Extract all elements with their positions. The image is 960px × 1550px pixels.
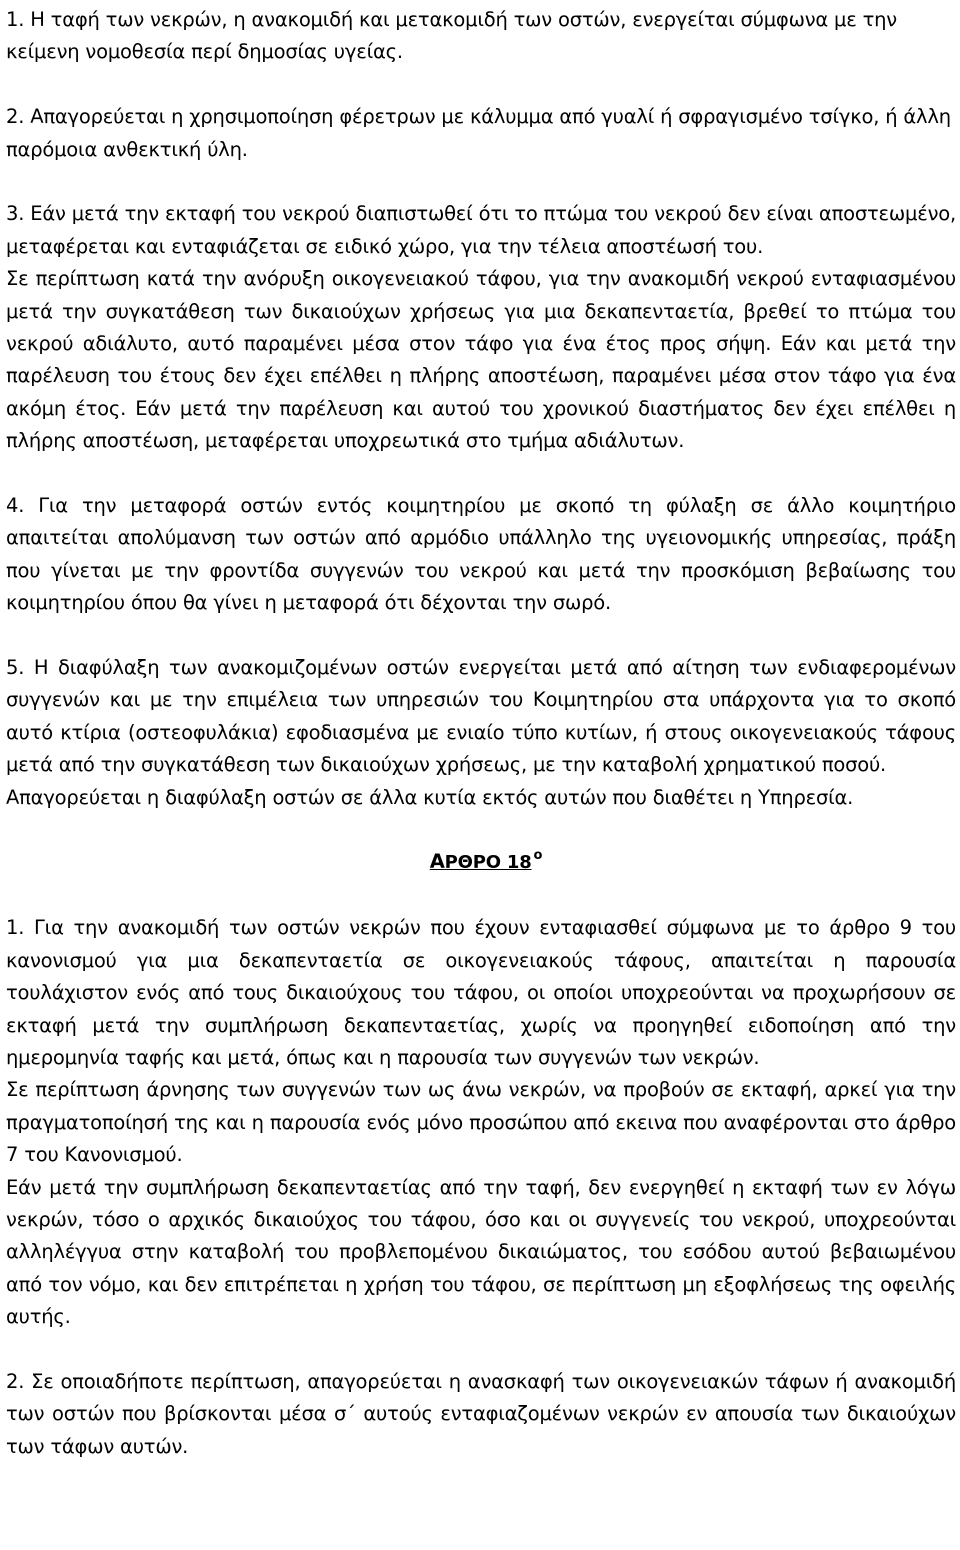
paragraph-17-5: 5. Η διαφύλαξη των ανακομιζομένων οστών ενεργείται μετά από αίτηση των ενδιαφερομένων συγγενών και με την επιμέλεια των υπηρεσιών του Κοιμητηρίου στα υπάρχοντα για το σκοπό αυτό κτίρια (οστεοφυλάκια) εφοδιασμένα με ενιαίο τύπο κυτίων, ή στους οικογενειακούς τάφους μετά από την συγκατάθεση των δικαιούχων χρήσεως, με την καταβολή χρηματικού ποσού. bbox=[6, 656, 956, 777]
article-18-heading: ΑΡΘΡΟ 18 $^o$ bbox=[429, 848, 543, 874]
paragraph-18-1-continuation-b: Εάν μετά την συμπλήρωση δεκαπενταετίας από την ταφή, δεν ενεργηθεί η εκταφή των εν λόγω νεκρών, τόσο ο αρχικός δικαιούχος του τάφου, όσο και οι συγγενείς του νεκρού, υποχρεούνται αλληλέγγυα στην καταβολή του προβλεπομένου δικαιώματος, του εσόδου αυτού βεβαιωμένου από τον νόμο, και δεν επιτρέπεται η χρήση του τάφου, σε περίπτωση μη εξοφλήσεως της οφειλής αυτής. bbox=[6, 1175, 956, 1329]
paragraph-17-3: 3. Εάν μετά την εκταφή του νεκρού διαπιστωθεί ότι το πτώμα του νεκρού δεν είναι αποστεωμένο, μεταφέρεται και ενταφιάζεται σε ειδικό χώρο, για την τέλεια αποστέωσή του. bbox=[6, 202, 956, 258]
heading-text: ΡΘΡΟ 18 bbox=[444, 852, 532, 874]
document-page bbox=[6, 4, 956, 1463]
paragraph-17-4: 4. Για την μεταφορά οστών εντός κοιμητηρίου με σκοπό τη φύλαξη σε άλλο κοιμητήριο απαιτείται απολύμανση των οστών από αρμόδιο υπάλληλο της υγειονομικής υπηρεσίας, πράξη που γίνεται με την φροντίδα συγγενών του νεκρού και μετά την προσκόμιση βεβαίωσης του κοιμητηρίου όπου θα γίνει η μεταφορά ότι δέχονται την σωρό. bbox=[6, 494, 956, 615]
paragraph-17-1: 1. Η ταφή των νεκρών, η ανακομιδή και μετακομιδή των οστών, ενεργείται σύμφωνα με την κείμενη νομοθεσία περί δημοσίας υγείας. bbox=[6, 8, 897, 64]
paragraph-18-1: 1. Για την ανακομιδή των οστών νεκρών που έχουν ενταφιασθεί σύμφωνα με το άρθρο 9 του κανονισμού για μια δεκαπενταετία σε οικογενειακούς τάφους, απαιτείται η παρουσία τουλάχιστον ενός από τους δικαιούχους του τάφου, οι οποίοι υποχρεούνται να προχωρήσουν σε εκταφή μετά την συμπλήρωση δεκαπενταετίας, χωρίς να προηγηθεί ειδοποίηση από την ημερομηνία ταφής και μετά, όπως και η παρουσία των συγγενών των νεκρών. bbox=[6, 916, 956, 1069]
paragraph-18-1-continuation-a: Σε περίπτωση άρνησης των συγγενών των ως άνω νεκρών, να προβούν σε εκταφή, αρκεί για την πραγματοποίησή της και η παρουσία ενός μόνο προσώπου από εκεινα που αναφέρονται στο άρθρο 7 του Κανονισμού. bbox=[6, 1078, 956, 1167]
paragraph-17-2: 2. Απαγορεύεται η χρησιμοποίηση φέρετρων με κάλυμμα από γυαλί ή σφραγισμένο τσίγκο, ή άλλη παρόμοια ανθεκτική ύλη. bbox=[6, 105, 951, 161]
paragraph-17-5-continuation: Απαγορεύεται η διαφύλαξη οστών σε άλλα κυτία εκτός αυτών που διαθέτει η Υπηρεσία. bbox=[6, 785, 854, 809]
heading-initial: Α bbox=[429, 850, 445, 874]
paragraph-17-3-continuation: Σε περίπτωση κατά την ανόρυξη οικογενειακού τάφου, για την ανακομιδή νεκρού ενταφιασμένου μετά την συγκατάθεση των δικαιούχων χρήσεως για μια δεκαπενταετία, βρεθεί το πτώμα του νεκρού αδιάλυτο, αυτό παραμένει μέσα στον τάφο για ένα έτος προς σήψη. Εάν και μετά την παρέλευση του έτους δεν έχει επέλθει η πλήρης αποστέωση, παραμένει μέσα στον τάφο για ένα ακόμη έτος. Εάν μετά την παρέλευση και αυτού του χρονικού διαστήματος δεν έχει επέλθει η πλήρης αποστέωση, μεταφέρεται υποχρεωτικά στο τμήμα αδιάλυτων. bbox=[6, 267, 956, 453]
paragraph-18-2: 2. Σε οποιαδήποτε περίπτωση, απαγορεύεται η ανασκαφή των οικογενειακών τάφων ή ανακομιδή των οστών που βρίσκονται μέσα σ΄ αυτούς ενταφιαζομένων νεκρών εν απουσία των δικαιούχων των τάφων αυτών. bbox=[6, 1369, 956, 1458]
